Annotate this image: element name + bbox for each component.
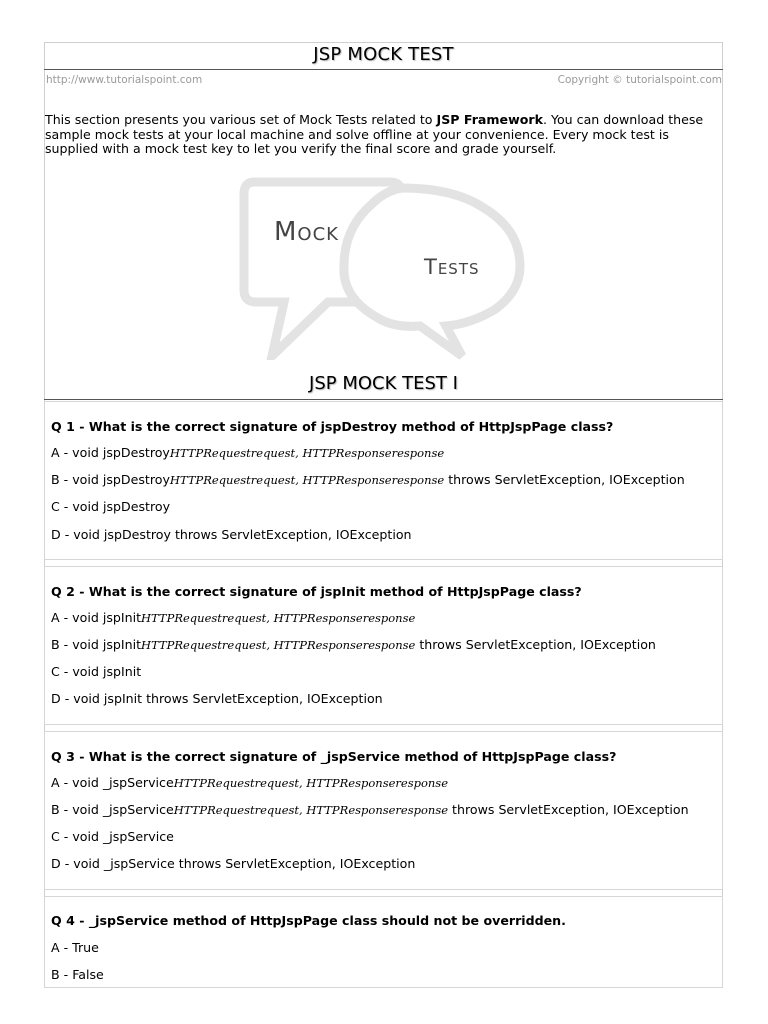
option-params: HTTPRequestrequest, HTTPResponseresponse (141, 611, 416, 625)
page-header (44, 42, 723, 70)
page-title: JSP MOCK TEST (313, 44, 454, 65)
option-params: HTTPRequestrequest, HTTPResponseresponse (169, 473, 445, 487)
option-a[interactable] (51, 445, 444, 460)
option-label: B - False (51, 967, 104, 982)
mock-tests-logo (232, 168, 536, 360)
logo-word-tests: Tests (424, 255, 480, 279)
option-label: A - void jspDestroy (51, 445, 170, 460)
option-suffix: throws ServletException, IOException (444, 472, 685, 487)
option-a[interactable] (51, 775, 448, 790)
option-label: B - void jspDestroy (51, 472, 170, 487)
option-d[interactable] (51, 856, 415, 871)
question-text: Q 1 - What is the correct signature of jspDestroy method of HttpJspPage class? (51, 419, 614, 434)
option-label: C - void _jspService (51, 829, 174, 844)
option-d[interactable] (51, 691, 383, 706)
option-params: HTTPRequestrequest, HTTPResponseresponse (173, 803, 449, 817)
logo-word-mock: Mock (274, 217, 339, 247)
copyright-notice: Copyright © tutorialspoint.com (557, 74, 722, 86)
section-title (44, 370, 723, 400)
option-suffix: throws ServletException, IOException (415, 637, 656, 652)
intro-bold-term: JSP Framework (436, 112, 543, 127)
option-b[interactable] (51, 472, 685, 487)
option-label: A - void jspInit (51, 610, 142, 625)
option-label: C - void jspDestroy (51, 499, 171, 514)
option-b[interactable] (51, 967, 104, 982)
question-card-1 (44, 401, 723, 560)
option-params: HTTPRequestrequest, HTTPResponseresponse (173, 776, 449, 790)
intro-paragraph (45, 113, 721, 157)
question-card-4 (44, 896, 723, 988)
intro-text-start: This section presents you various set of Mock Tests related to (45, 112, 437, 127)
option-d[interactable] (51, 527, 412, 542)
option-params: HTTPRequestrequest, HTTPResponseresponse (169, 446, 445, 460)
option-c[interactable] (51, 499, 170, 514)
question-card-3 (44, 731, 723, 890)
question-text: Q 2 - What is the correct signature of jspInit method of HttpJspPage class? (51, 584, 582, 599)
intro-text-end: . You can download these sample mock tests at your local machine and solve offline at your convenience. Every mock test is supplied with a mock test key to let you verify the final score and grade yourself. (45, 112, 704, 156)
question-text: Q 3 - What is the correct signature of _jspService method of HttpJspPage class? (51, 749, 617, 764)
question-card-2 (44, 566, 723, 725)
option-label: D - void jspInit throws ServletException, IOException (51, 691, 383, 706)
question-text: Q 4 - _jspService method of HttpJspPage class should not be overridden. (51, 913, 566, 928)
option-label: B - void jspInit (51, 637, 142, 652)
source-url[interactable]: http://www.tutorialspoint.com (46, 74, 203, 86)
option-suffix: throws ServletException, IOException (448, 802, 689, 817)
option-label: A - void _jspService (51, 775, 174, 790)
option-params: HTTPRequestrequest, HTTPResponseresponse (141, 638, 416, 652)
option-c[interactable] (51, 664, 141, 679)
option-label: C - void jspInit (51, 664, 142, 679)
option-c[interactable] (51, 829, 174, 844)
option-label: D - void jspDestroy throws ServletException, IOException (51, 527, 412, 542)
option-b[interactable] (51, 637, 656, 652)
option-a[interactable] (51, 940, 99, 955)
option-a[interactable] (51, 610, 415, 625)
test-title: JSP MOCK TEST I (309, 373, 458, 394)
option-b[interactable] (51, 802, 689, 817)
option-label: D - void _jspService throws ServletException, IOException (51, 856, 416, 871)
option-label: B - void _jspService (51, 802, 174, 817)
option-label: A - True (51, 940, 99, 955)
